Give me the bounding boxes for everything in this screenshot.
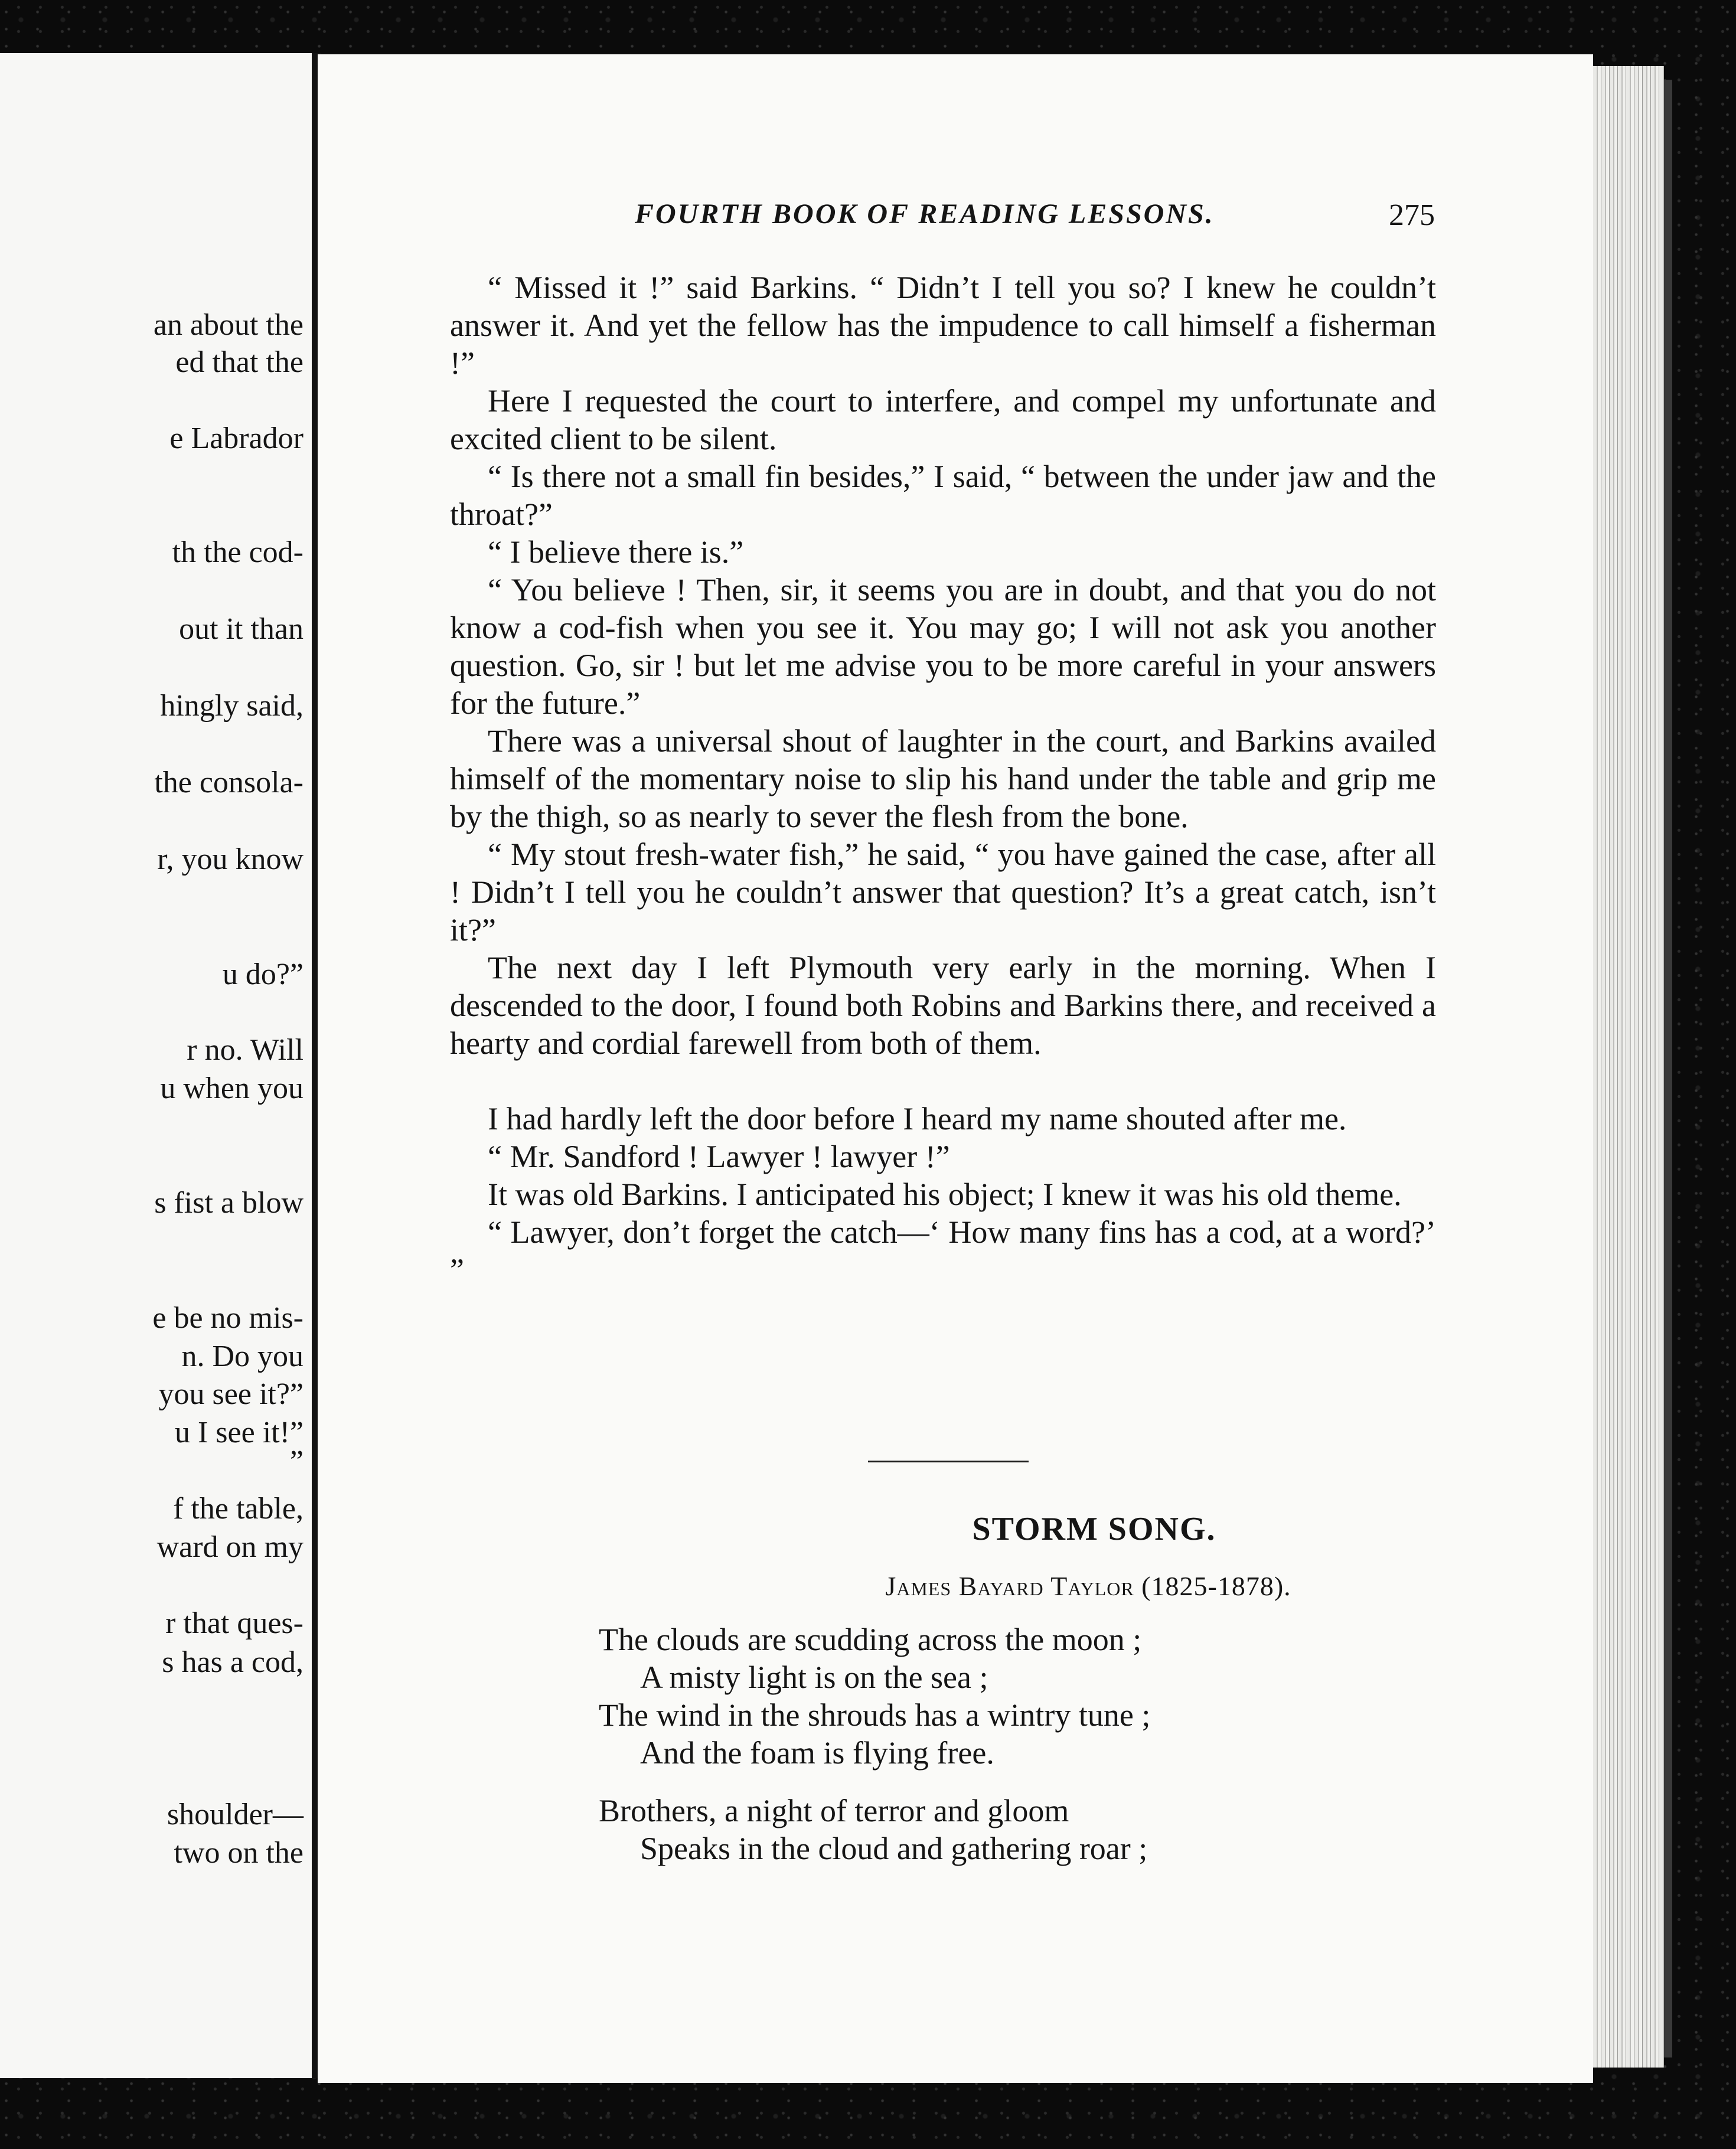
paragraph: “ Is there not a small fin besides,” I said, “ between the under jaw and the throat?” (450, 459, 1436, 532)
paragraph: Here I requested the court to interfere, and compel my unfortunate and excited client to be silent. (450, 383, 1436, 456)
book-cover-edge (1664, 80, 1672, 2057)
left-page-line: s fist a blow (154, 1186, 304, 1220)
left-page-line: the consola- (154, 766, 304, 799)
section-divider (868, 1461, 1029, 1462)
left-page-line: ed that the (175, 345, 304, 379)
poem-line: The clouds are scudding across the moon ; (599, 1622, 1142, 1657)
left-page-line: th the cod- (172, 535, 304, 569)
left-page-line: e Labrador (169, 422, 304, 455)
poem-author: James Bayard Taylor (1825-1878). (885, 1571, 1291, 1601)
left-page-line: ward on my (156, 1530, 304, 1564)
left-page-line: hingly said, (160, 689, 304, 723)
page-number: 275 (1389, 198, 1435, 232)
poem-line: Brothers, a night of terror and gloom (599, 1793, 1069, 1828)
body-text (450, 269, 1436, 1289)
poem-line: And the foam is flying free. (640, 1735, 994, 1771)
left-page (0, 53, 315, 2078)
poem-line: Speaks in the cloud and gathering roar ; (640, 1831, 1148, 1866)
left-page-line: shoulder— (167, 1798, 304, 1831)
paragraph: “ Mr. Sandford ! Lawyer ! lawyer !” (488, 1139, 950, 1174)
left-page-line: u I see it!” (174, 1416, 304, 1449)
left-page-line: r, you know (157, 842, 304, 876)
left-page-line: n. Do you (181, 1340, 304, 1373)
paragraph: “ I believe there is.” (488, 534, 744, 570)
page-edges (1593, 66, 1664, 2068)
left-page-line: r that ques- (165, 1606, 304, 1640)
left-page-line: an about the (153, 308, 304, 342)
poem-title: STORM SONG. (972, 1511, 1216, 1547)
paragraph: “ Missed it !” said Barkins. “ Didn’t I tell you so? I knew he couldn’t answer it. And yet the fellow has the impudence to call himself a fisherman !” (450, 270, 1436, 381)
poem-line: The wind in the shrouds has a wintry tune ; (599, 1697, 1151, 1733)
left-page-line: e be no mis- (152, 1301, 304, 1335)
poem-line: A misty light is on the sea ; (640, 1660, 988, 1695)
paragraph: “ Lawyer, don’t forget the catch—‘ How many fins has a cod, at a word?’ ” (450, 1214, 1436, 1288)
left-page-line: two on the (174, 1836, 304, 1870)
left-page-line: f the table, (173, 1492, 304, 1526)
paragraph: “ You believe ! Then, sir, it seems you are in doubt, and that you do not know a cod-fish when you see it. You may go; I will not ask you another question. Go, sir ! but let me advise you to be more careful in your answers for the future.” (450, 572, 1436, 721)
left-page-line: you see it?” (158, 1377, 304, 1411)
left-page-line: u when you (160, 1072, 304, 1105)
paragraph: It was old Barkins. I anticipated his object; I knew it was his old theme. (488, 1177, 1402, 1212)
left-page-line: ” (289, 1445, 304, 1478)
left-page-line: u do?” (222, 958, 304, 991)
running-head: FOURTH BOOK OF READING LESSONS. (635, 198, 1215, 230)
left-page-line: s has a cod, (162, 1645, 304, 1679)
paragraph: I had hardly left the door before I heard my name shouted after me. (488, 1101, 1347, 1136)
left-page-line: r no. Will (187, 1033, 304, 1067)
paragraph: “ My stout fresh-water fish,” he said, “ you have gained the case, after all ! Didn’t I tell you he couldn’t answer that question? It’s a great catch, isn’t it?” (450, 837, 1436, 948)
poem-stanza (599, 1621, 1150, 1772)
poem-stanza (599, 1792, 1147, 1867)
paragraph: The next day I left Plymouth very early in the morning. When I descended to the door, I found both Robins and Barkins there, and received a hearty and cordial farewell from both of them. (450, 950, 1436, 1061)
left-page-line: out it than (179, 612, 304, 646)
paragraph: There was a universal shout of laughter in the court, and Barkins availed himself of the momentary noise to slip his hand under the table and grip me by the thigh, so as nearly to sever the flesh from the bone. (450, 723, 1436, 834)
